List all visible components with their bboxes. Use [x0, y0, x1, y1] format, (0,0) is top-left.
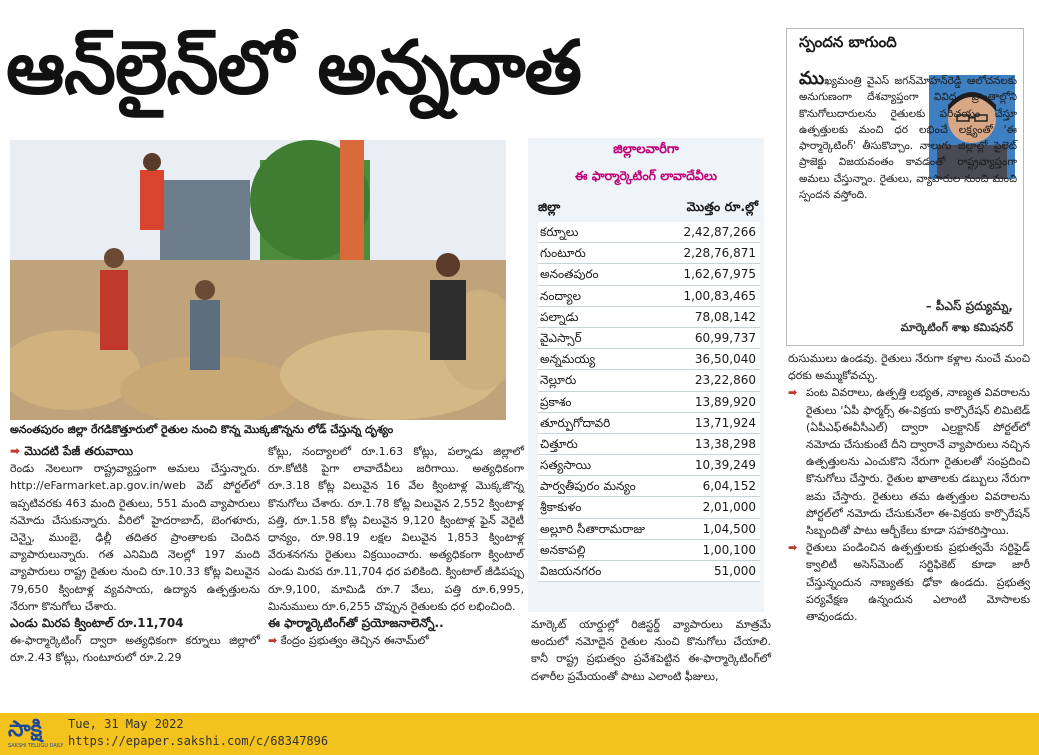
district-name: విజయనగరం	[540, 564, 602, 578]
table-row	[538, 328, 760, 349]
subheading: ఎండు మిరప క్వింటాల్‌ రూ.11,704	[10, 616, 184, 631]
bullet-text: పంట వివరాలు, ఉత్పత్తి లభ్యత, నాణ్యత వివరాలను రైతులు 'ఏపీ ఫార్మర్స్‌ ఈ-విక్రయ కార్పొరేషన్‌ లిమిటెడ్‌ (ఏపీఎఫ్‌ఈవీసీఎల్‌) ద్వారా ఎల్రక్టానిక్‌ పోర్టల్‌లో నమోదు చేసుకుంటే దీని ద్వారానే వ్యాపారులు నచ్చిన ఉత్పత్తులను ఎంచుకొని నేరుగా రైతులతో సంప్రదించి కొనుగోలు చేస్తారు. రైతుల ఖాతాలకు డబ్బులు నేరుగా జమ చేస్తారు. రైతులు తమ ఉత్పత్తుల వివరాలను పోర్టల్‌లో నమోదు చేసుకునేలా ఈ-విక్రయ కార్పొరేషన్‌ సిబ్బందితో పాటు ఆర్బీకేలు కూడా సహకరిస్తాయి.	[806, 386, 1030, 538]
photo-illustration	[10, 140, 506, 420]
district-name: వైఎస్సార్‌	[540, 330, 582, 345]
district-name: అల్లూరి సీతారామరాజు	[540, 521, 646, 536]
table-row	[538, 519, 760, 540]
logo-subtext: SAKSHI TELUGU DAILY	[8, 743, 64, 749]
sidebar-quote	[799, 68, 1017, 203]
district-name: నంద్యాల	[540, 288, 581, 303]
table-row	[538, 455, 760, 476]
transaction-amount: 13,38,298	[694, 436, 756, 451]
transaction-amount: 78,08,142	[694, 309, 756, 324]
transaction-amount: 6,04,152	[702, 479, 756, 494]
table-row	[538, 264, 760, 285]
district-name: చిత్తూరు	[540, 436, 578, 451]
district-name: తూర్పుగోదావరి	[540, 415, 611, 430]
photo-caption: అనంతపురం జిల్లా రేగడికొత్తూరులో రైతుల నుంచి కొన్న మొక్కజొన్నను లోడ్‌ చేస్తున్న దృశ్యం	[10, 423, 394, 436]
transaction-amount: 10,39,249	[694, 458, 756, 473]
table-row	[538, 476, 760, 497]
transaction-amount: 13,89,920	[694, 394, 756, 409]
signature-name: – పీఎస్‌ ప్రద్యుమ్న,	[925, 299, 1013, 313]
table-subtitle: ఈ ఫార్మార్కెటింగ్‌ లావాదేవీలు	[574, 168, 718, 183]
sidebar-title: స్పందన బాగుంది	[799, 33, 897, 51]
news-photo	[10, 140, 506, 420]
table-row	[538, 540, 760, 561]
table-row	[538, 243, 760, 264]
signature-title: మార్కెటింగ్‌ శాఖ కమిషనర్‌	[900, 321, 1013, 334]
district-name: శ్రీకాకుళం	[540, 500, 582, 515]
transaction-amount: 2,01,000	[702, 500, 756, 515]
district-name: కర్నూలు	[540, 225, 579, 239]
transaction-amount: 2,28,76,871	[683, 246, 756, 261]
table-row	[538, 222, 760, 243]
district-name: అనకాపల్లి	[540, 542, 586, 557]
epaper-link[interactable]: https://epaper.sakshi.com/c/68347896	[68, 734, 329, 748]
district-name: అనంతపురం	[540, 267, 599, 282]
transaction-amount: 1,00,100	[702, 542, 756, 557]
table-row	[538, 392, 760, 413]
footer-bar	[0, 713, 1039, 755]
article-paragraph: కోట్లు, నంద్యాలలో రూ.1.63 కోట్లు, పల్నాడు జిల్లాలో రూ.కోటికి పైగా లావాదేవీలు జరిగాయి. అత్యధికంగా రూ.3.18 కోట్ల విలువైన 16 వేల క్వింటాళ్ల మొక్కజొన్న కొనుగోలు చేశారు. రూ.1.78 కోట్ల విలువైన 2,552 క్వింటాళ్ల పత్తి, రూ.1.58 కోట్ల విలువైన 9,120 క్వింటాళ్ల ఫైన్‌ వెరైటీ ధాన్యం, రూ.98.19 లక్షల విలువైన 1,853 క్వింటాళ్ల వేరుశనగను రైతులు విక్రయించారు. అత్యధికంగా క్వింటాల్‌ ఎండు మిరప రూ.11,704 ధర పలికింది. క్వింటాల్‌ జీడిపప్పు రూ.9,100, మామిడి రూ.7 వేలు, పత్తి రూ.6,995, మినుములు రూ.6,255 చొప్పున రైతులకు ధర లభించింది.	[268, 445, 524, 613]
article-column-2	[268, 443, 524, 649]
logo-text: సాక్షి	[8, 717, 43, 742]
publication-date: Tue, 31 May 2022	[68, 717, 184, 731]
table-row	[538, 370, 760, 391]
article-paragraph: ఈ-ఫార్మార్కెటింగ్‌ ద్వారా అత్యధికంగా కర్నూలు జిల్లాలో రూ.2.43 కోట్లు, గుంటూరులో రూ.2.29	[10, 634, 260, 665]
article-paragraph: రెండు నెలలుగా రాష్ట్రవ్యాప్తంగా అమలు చేస్తున్నారు. http://eFarmarket.ap.gov.in/web వెబ్‌ పోర్టల్‌లో ఇప్పటివరకు 463 మంది రైతులు, 551 మంది వ్యాపారులు నమోదు చేసుకున్నారు. వీరిలో హైదరాబాద్‌, బెంగళూరు, చెన్నై, ముంబై, ఢిల్లీ తదితర ప్రాంతాలకు చెందిన వ్యాపారులున్నారు. గత ఎనిమిది నెలల్లో 197 మంది వ్యాపారులు రాష్ట్ర రైతుల నుంచి రూ.10.33 కోట్ల విలువైన 79,650 క్వింటాళ్ల వ్యవసాయ, ఉద్యాన ఉత్పత్తులను నేరుగా కొనుగోలు చేశారు.	[10, 462, 260, 613]
district-name: అన్నమయ్య	[540, 352, 596, 367]
continued-label: మొదటి పేజీ తరువాయి	[24, 444, 134, 458]
table-body	[538, 222, 760, 582]
table-row	[538, 349, 760, 370]
district-name: ప్రకాశం	[540, 394, 572, 409]
district-name: సత్యసాయి	[540, 458, 592, 473]
article-column-3	[531, 616, 771, 685]
transaction-amount: 36,50,040	[694, 352, 756, 367]
bullet-item	[788, 539, 1030, 625]
table-header	[538, 194, 758, 220]
district-name: పల్నాడు	[540, 309, 579, 324]
transaction-amount: 1,04,500	[702, 521, 756, 536]
subheading: ఈ ఫార్మార్కెటింగ్‌తో ప్రయోజనాలెన్నో..	[268, 616, 444, 631]
transaction-amount: 23,22,860	[694, 373, 756, 388]
transaction-amount: 51,000	[714, 564, 756, 578]
sakshi-logo	[6, 716, 64, 752]
district-transactions-table	[528, 138, 764, 612]
transaction-amount: 2,42,87,266	[683, 225, 756, 239]
article-column-4	[788, 350, 1030, 625]
district-name: గుంటూరు	[540, 246, 586, 261]
transaction-amount: 1,00,83,465	[683, 288, 756, 303]
article-paragraph: కేంద్రం ప్రభుత్వం తెచ్చిన ఈనామ్‌లో	[280, 634, 429, 648]
bullet-text: రైతులు పండించిన ఉత్పత్తులకు ప్రభుత్వమే సర్టిఫైడ్‌ క్వాలిటీ అసెస్‌మెంట్‌ సర్టిఫికెట్‌ కూడా జారీ చేస్తున్నందున నాణ్యతకు ఢోకా ఉండదు. ప్రభుత్వ పర్యవేక్షణ ఉన్నందున ఎలాంటి మోసాలకు తావుండదు.	[806, 541, 1030, 624]
table-title: జిల్లాలవారీగా	[613, 142, 679, 157]
transaction-amount: 60,99,737	[694, 330, 756, 345]
district-name: పార్వతీపురం మన్యం	[540, 479, 636, 494]
dropcap: ము	[799, 68, 825, 89]
table-row	[538, 561, 760, 582]
table-row	[538, 434, 760, 455]
transaction-amount: 1,62,67,975	[683, 267, 756, 282]
article-paragraph: మార్కెట్‌ యార్డుల్లో రిజిస్టర్డ్‌ వ్యాపారులు మాత్రమే అందులో నమోదైన రైతుల నుంచి కొనుగోలు చేయాలి. కానీ రాష్ట్ర ప్రభుత్వం ప్రవేశపెట్టిన ఈ-ఫార్మార్కెటింగ్‌లో దళారీల ప్రమేయంతో పాటు ఎలాంటి ఫీజులు,	[531, 618, 771, 683]
transaction-amount: 13,71,924	[694, 415, 756, 430]
quote-text: ఖ్యమంత్రి వైఎస్‌ జగన్‌మోహన్‌రెడ్డి ఆలోచనలకు అనుగుణంగా దేశవ్యాప్తంగా వివిధ ప్రాంతాల్లోని కొనుగోలుదారులను రైతులకు పరిచయం చేస్తూ ఉత్పత్తులకు మంచి ధర లభించే లక్ష్యంతో 'ఈ ఫార్మార్కెటింగ్‌' తీసుకొచ్చాం. నాలుగు జిల్లాల్లో పైలెట్‌ ప్రాజెక్టు విజయవంతం కావడంతో రాష్ట్రవ్యాప్తంగా అమలు చేస్తున్నాం. రైతులు, వ్యాపారుల నుంచి మంచి స్పందన వస్తోంది.	[799, 75, 1017, 202]
table-row	[538, 286, 760, 307]
district-name: నెల్లూరు	[540, 373, 577, 388]
headline: ఆన్‌లైన్‌లో అన్నదాత	[6, 25, 581, 111]
arrow-icon: ➡	[268, 634, 278, 648]
bullet-item	[788, 384, 1030, 539]
arrow-icon: ➡	[10, 444, 21, 458]
article-paragraph: రుసుములు ఉండవు. రైతులు నేరుగా కళ్లాల నుంచే మంచి ధరకు అమ్ముకోవచ్చు.	[788, 352, 1030, 383]
table-row	[538, 413, 760, 434]
table-row	[538, 307, 760, 328]
column-header-district: జిల్లా	[538, 199, 561, 214]
arrow-icon: ➡	[788, 386, 798, 400]
commissioner-quote-box	[786, 28, 1024, 346]
column-header-total: మొత్తం రూ.ల్లో	[686, 199, 758, 214]
article-column-1	[10, 443, 260, 667]
arrow-icon: ➡	[788, 541, 798, 555]
table-row	[538, 497, 760, 518]
